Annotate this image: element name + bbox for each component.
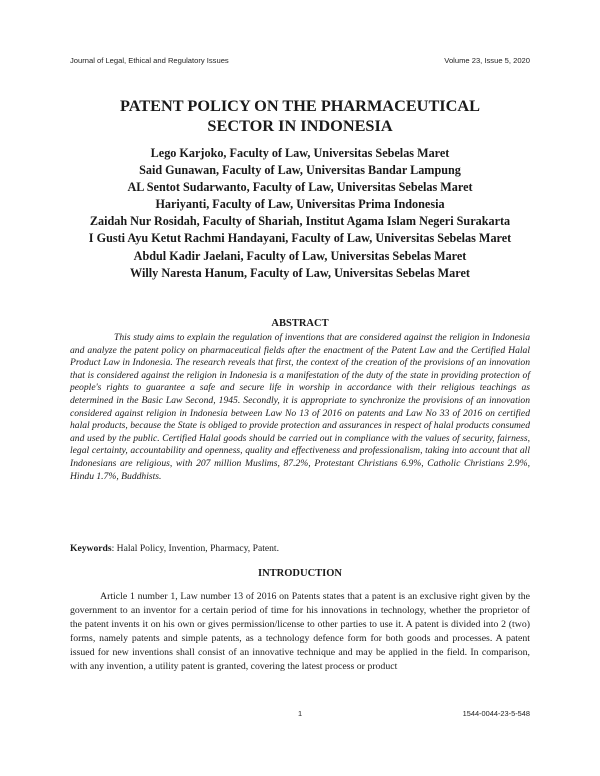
author-affiliation: Willy Naresta Hanum, Faculty of Law, Universitas Sebelas Maret	[130, 265, 470, 280]
article-id: 1544-0044-23-5-548	[462, 709, 530, 718]
page-number: 1	[297, 709, 303, 718]
page-footer	[70, 709, 530, 719]
introduction-text: Article 1 number 1, Law number 13 of 2016 on Patents states that a patent is an exclusive right given by the government to an inventor for a certain period of time for his innovations in technology, whether the proprietor of the patent invents it on his own or gives permission/license to other parties to use it. A patent is divided into 2 (two) forms, namely patents and simple patents, as a technology defence form for both goods and processes. A patent issued for new inventions shall consist of an innovative technique and may be applied in the field. In comparison, with any invention, a utility patent is granted, covering the latest process or product	[70, 591, 530, 672]
author-affiliation: Lego Karjoko, Faculty of Law, Universitas Sebelas Maret	[150, 146, 450, 160]
author-list	[70, 145, 530, 282]
title-line: SECTOR IN INDONESIA	[207, 116, 393, 135]
volume-issue: Volume 23, Issue 5, 2020	[444, 56, 530, 65]
author-affiliation: AL Sentot Sudarwanto, Faculty of Law, Universitas Sebelas Maret	[127, 180, 473, 195]
title-line: PATENT POLICY ON THE PHARMACEUTICAL	[119, 96, 481, 115]
running-head	[70, 56, 530, 68]
abstract-heading: ABSTRACT	[271, 318, 329, 329]
journal-name: Journal of Legal, Ethical and Regulatory Issues	[70, 56, 229, 65]
introduction-heading: INTRODUCTION	[257, 568, 342, 579]
author-affiliation: Hariyanti, Faculty of Law, Universitas Prima Indonesia	[155, 197, 445, 212]
author-affiliation: Abdul Kadir Jaelani, Faculty of Law, Universitas Sebelas Maret	[133, 248, 467, 263]
keywords-text: : Halal Policy, Invention, Pharmacy, Patent.	[111, 543, 279, 554]
author-affiliation: I Gusti Ayu Ketut Rachmi Handayani, Faculty of Law, Universitas Sebelas Maret	[88, 231, 512, 246]
author-affiliation: Said Gunawan, Faculty of Law, Universitas Bandar Lampung	[139, 163, 461, 178]
paper-title	[60, 96, 540, 136]
author-affiliation: Zaidah Nur Rosidah, Faculty of Shariah, Institut Agama Islam Negeri Surakarta	[89, 214, 511, 229]
keywords-line	[70, 543, 530, 555]
keywords-label: Keywords	[70, 543, 112, 554]
abstract-text: This study aims to explain the regulation of inventions that are considered against the religion in Indonesia and analyze the patent policy on pharmaceutical fields after the enactment of the Patent Law and the Certified Halal Product Law in Indonesia. The research reveals that first, the context of the creation of the provisions of an innovation that is considered against the religion in Indonesia is a manifestation of the duty of the state in providing protection of people's rights to guarantee a safe and secure life in worship in accordance with their religious teachings as determined in the Basic Law Second, 1945. Secondly, it is appropriate to synchronize the provisions of an innovation considered against religion in Indonesia between Law No 13 of 2016 on patents and Law No 33 of 2016 on certified halal products, because the State is obliged to provide protection and assurances in respect of halal products consumed and used by the public. Certified Halal goods should be carried out in compliance with the values of security, fairness, legal certainty, accountability and openness, quality and effectiveness and professionalism, taking into account that all Indonesians are religious, with 207 million Muslims, 87.2%, Protestant Christians 6.9%, Catholic Christians 2.9%, Hindu 1.7%, Buddhists.	[70, 332, 530, 482]
